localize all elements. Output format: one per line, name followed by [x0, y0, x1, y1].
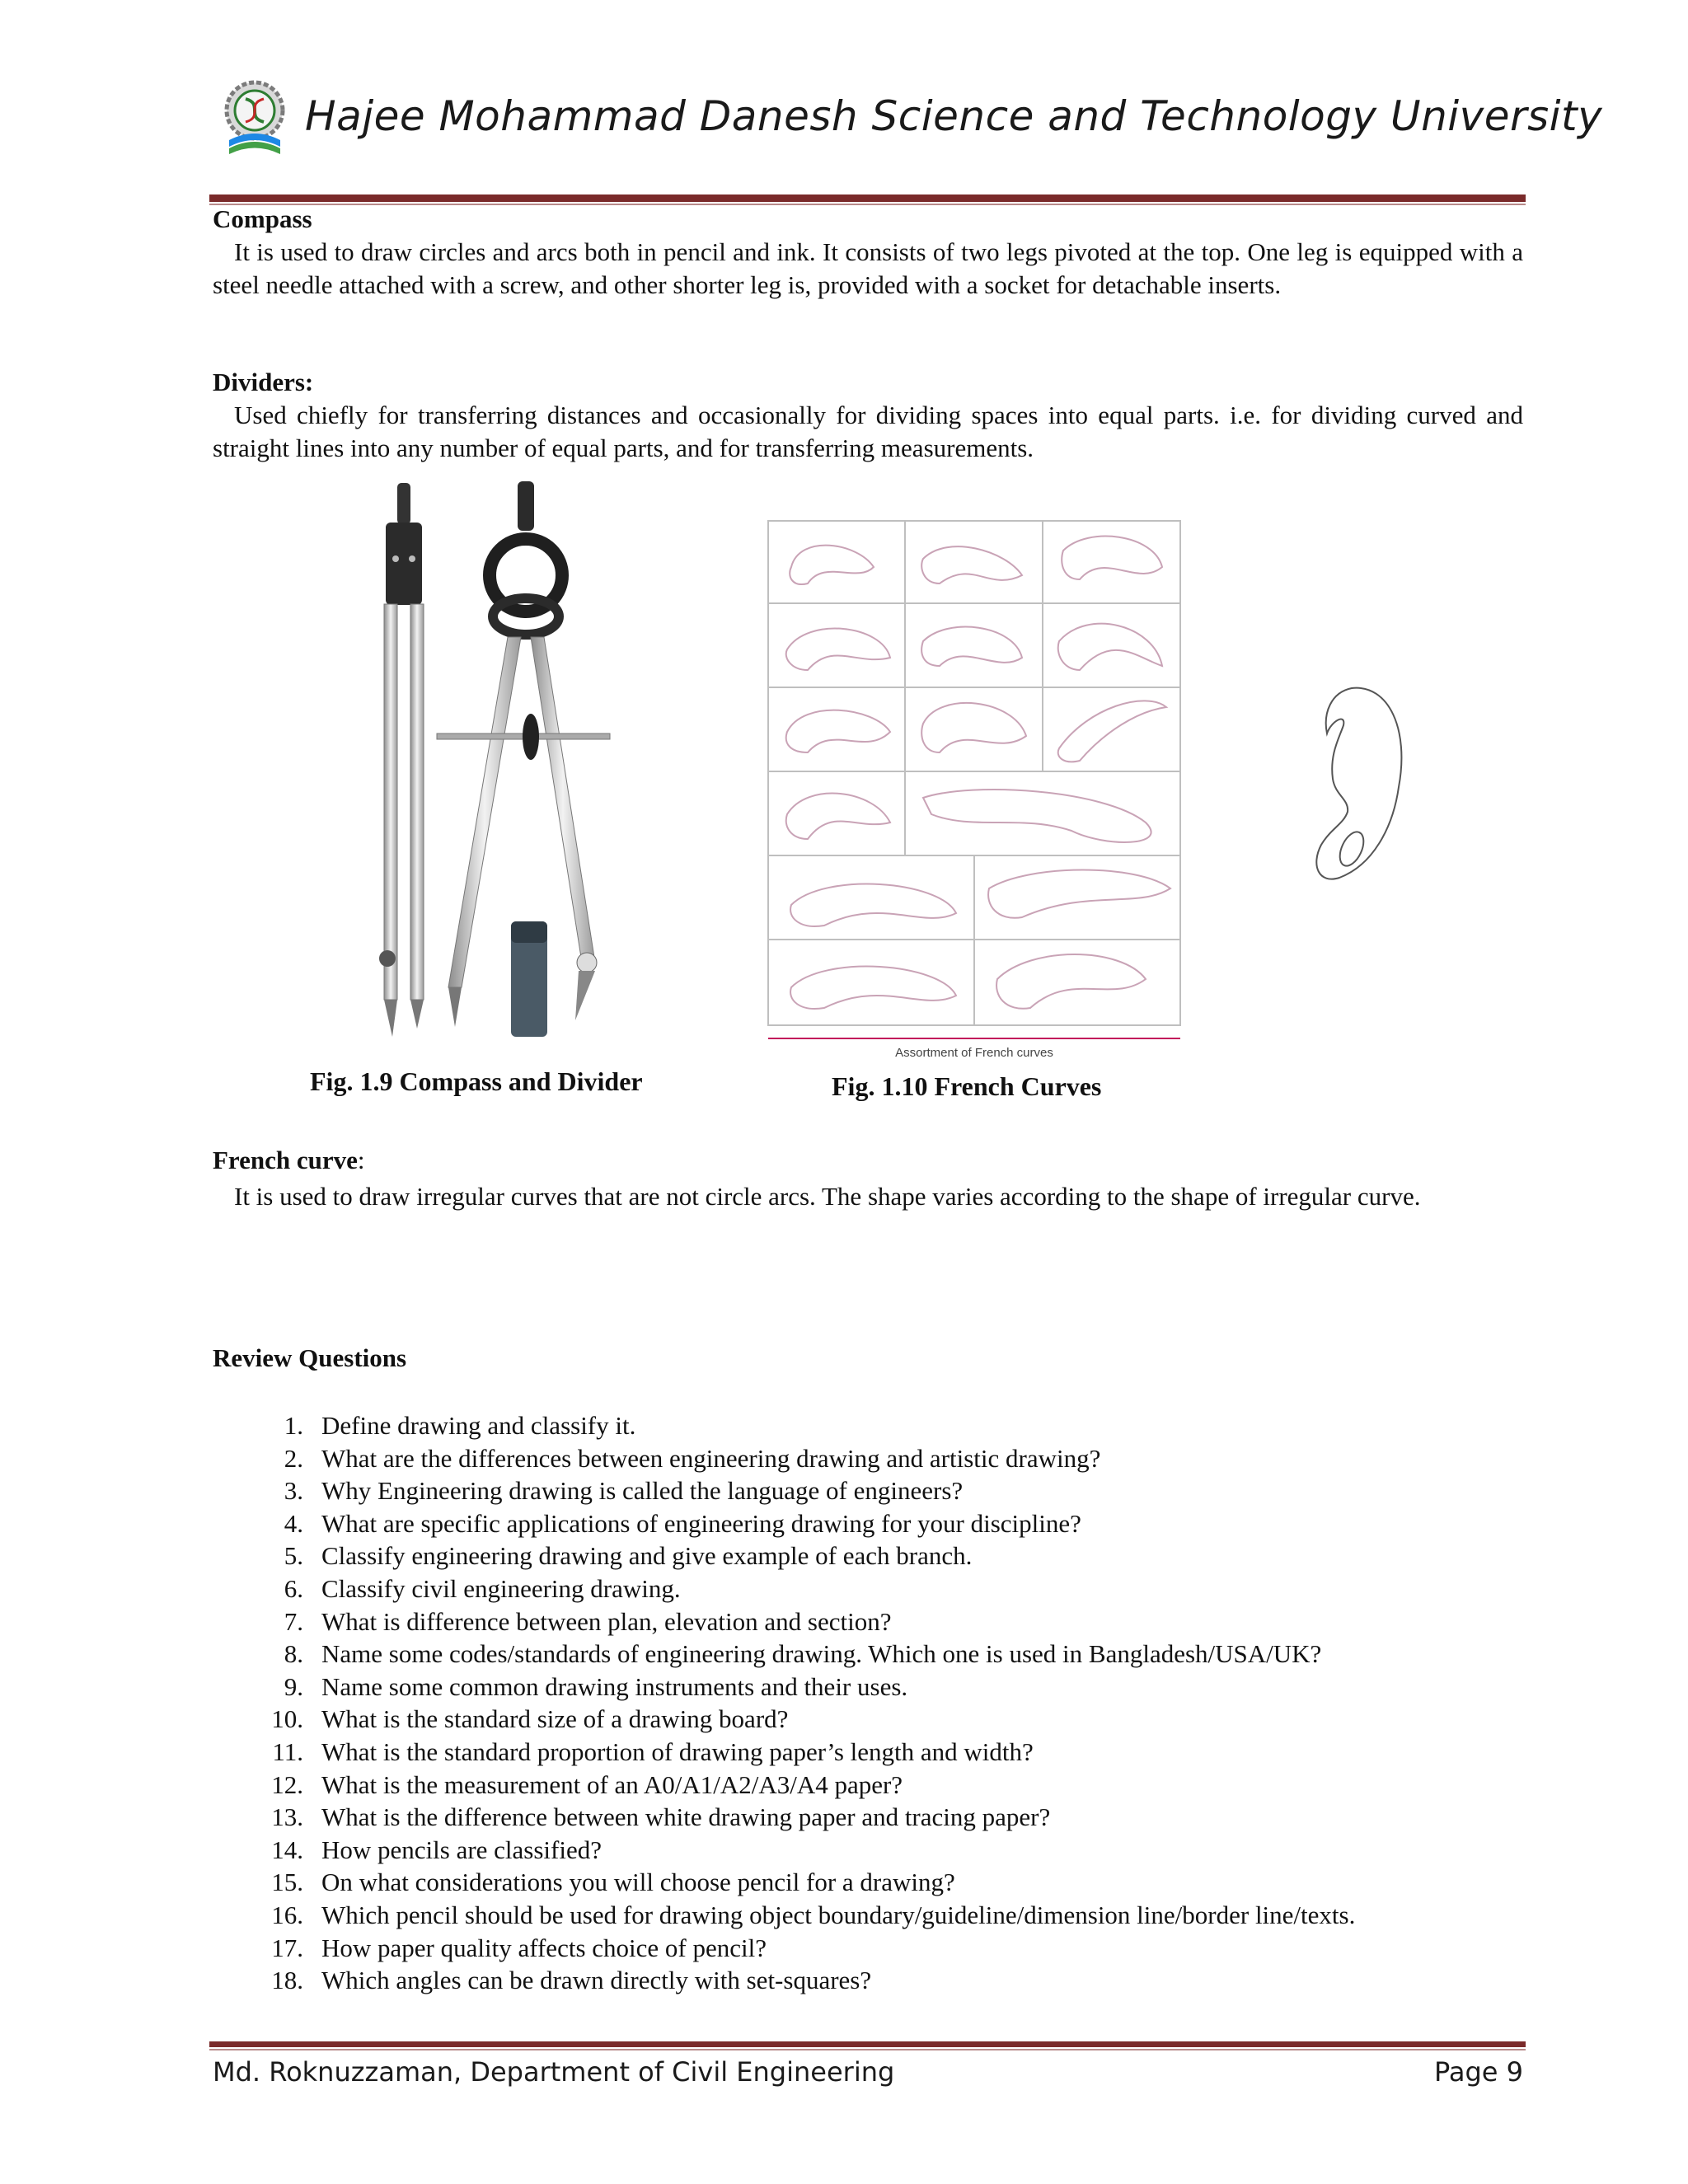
- question-item: 3. Why Engineering drawing is called the language of engineers?: [284, 1476, 964, 1506]
- question-item: 11. What is the standard proportion of drawing paper’s length and width?: [272, 1736, 1034, 1766]
- footer-rule-thin: [209, 2049, 1526, 2050]
- compass-heading: Compass: [213, 204, 312, 233]
- question-item: 7. What is difference between plan, elevation and section?: [284, 1606, 892, 1636]
- footer-author: Md. Roknuzzaman, Department of Civil Engineering: [213, 2056, 895, 2088]
- question-item: 1. Define drawing and classify it.: [284, 1411, 636, 1440]
- header-rule: [209, 194, 1526, 202]
- review-questions-list: [257, 1409, 1526, 1997]
- question-item: 13. What is the difference between white drawing paper and tracing paper?: [271, 1802, 1051, 1832]
- question-item: 2. What are the differences between engineering drawing and artistic drawing?: [284, 1443, 1101, 1473]
- question-item: 10. What is the standard size of a drawing board?: [271, 1704, 789, 1734]
- question-item: 6. Classify civil engineering drawing.: [284, 1573, 681, 1603]
- question-item: 9. Name some common drawing instruments and their uses.: [284, 1671, 908, 1701]
- university-title: Hajee Mohammad Danesh Science and Technology University: [305, 92, 1603, 140]
- french-curve-paragraph: It is used to draw irregular curves that are not circle arcs. The shape varies according to the shape of irregular curve.: [234, 1182, 1421, 1211]
- question-item: 4. What are specific applications of engineering drawing for your discipline?: [284, 1508, 1081, 1538]
- dividers-paragraph: Used chiefly for transferring distances and occasionally for dividing spaces into equal parts. i.e. for dividing curved and straight lines into any number of equal parts, and for transferring measurements.: [213, 401, 1523, 462]
- french-curve-heading: French curve:: [213, 1146, 365, 1174]
- dividers-heading: Dividers:: [213, 368, 314, 396]
- review-questions-heading: Review Questions: [213, 1343, 407, 1372]
- question-item: 16. Which pencil should be used for drawing object boundary/guideline/dimension line/border line/texts.: [271, 1900, 1356, 1929]
- university-logo: [221, 76, 288, 162]
- header-rule-thin: [209, 204, 1526, 205]
- question-item: 18. Which angles can be drawn directly with set-squares?: [271, 1966, 872, 1995]
- question-item: 5. Classify engineering drawing and give example of each branch.: [284, 1541, 973, 1571]
- footer-rule: [209, 2041, 1526, 2047]
- question-item: 14. How pencils are classified?: [271, 1835, 603, 1864]
- question-item: 12. What is the measurement of an A0/A1/A2/A3/A4 paper?: [271, 1769, 903, 1799]
- question-item: 15. On what considerations you will choose pencil for a drawing?: [271, 1868, 955, 1897]
- page-number: Page 9: [1434, 2056, 1523, 2088]
- single-french-curve-image: [1306, 680, 1414, 886]
- compass-divider-image: [363, 476, 668, 1045]
- french-curves-image-label: Assortment of French curves: [895, 1046, 1053, 1060]
- french-curves-assortment-image: [758, 518, 1187, 1062]
- compass-paragraph: It is used to draw circles and arcs both in pencil and ink. It consists of two legs pivoted at the top. One leg is equipped with a steel needle attached with a screw, and other shorter leg is, provided with a socket for detachable inserts.: [213, 237, 1523, 299]
- fig-1-9-caption: Fig. 1.9 Compass and Divider: [310, 1066, 643, 1096]
- fig-1-10-caption: Fig. 1.10 French Curves: [832, 1071, 1102, 1101]
- question-item: 17. How paper quality affects choice of pencil?: [271, 1933, 767, 1962]
- question-item: 8. Name some codes/standards of engineering drawing. Which one is used in Bangladesh/USA/UK?: [284, 1639, 1322, 1669]
